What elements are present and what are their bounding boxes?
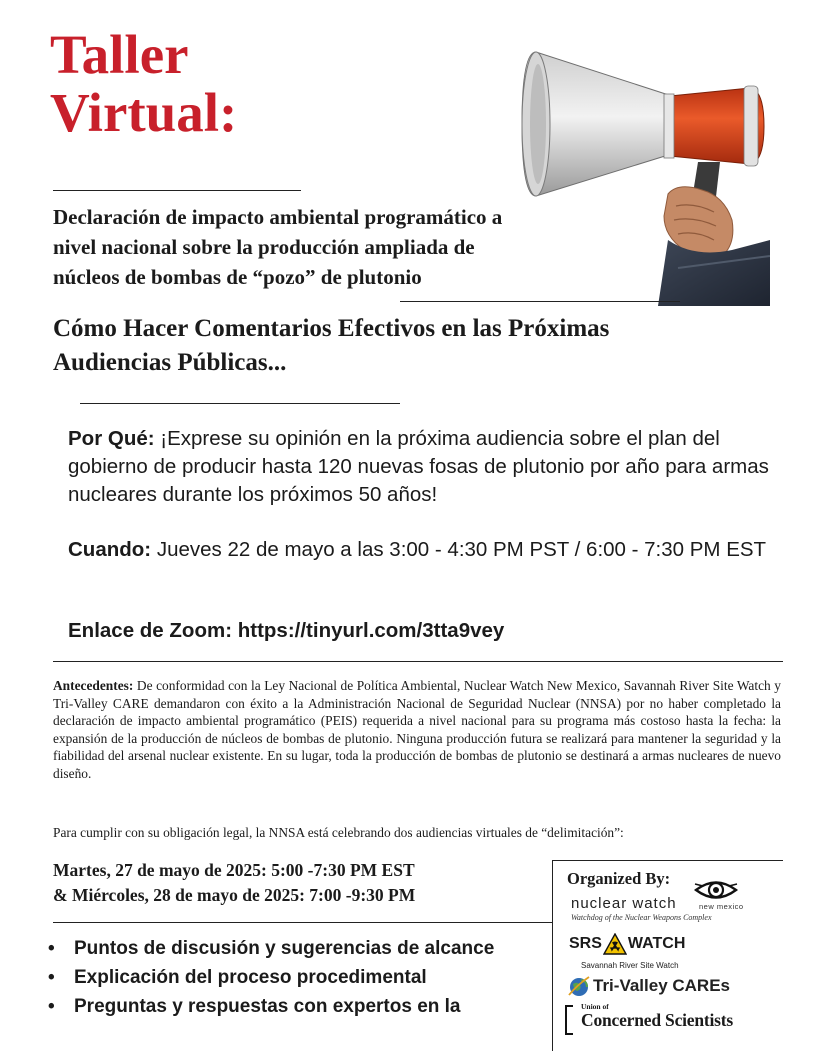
divider-4: [53, 661, 783, 662]
srs-watch-logo: [569, 933, 685, 955]
section-heading-line-1: Cómo Hacer Comentarios Efectivos en las Próximas: [53, 315, 610, 342]
subtitle-line-2: nivel nacional sobre la producción ampliada de: [53, 235, 475, 259]
subtitle: [53, 202, 653, 292]
section-heading: [53, 312, 773, 380]
por-que-label: Por Qué:: [68, 427, 155, 450]
ucs-logo: [565, 1003, 775, 1035]
agenda-list: [48, 934, 494, 1021]
organizers-label: Organized By:: [567, 869, 671, 888]
title-line-2: Virtual:: [50, 82, 238, 143]
cuando-label: Cuando:: [68, 538, 152, 561]
cuando-paragraph: [68, 536, 788, 564]
nuclear-watch-name: nuclear watch: [571, 895, 677, 912]
por-que-text: ¡Exprese su opinión en la próxima audiencia sobre el plan del gobierno de producir hasta 120 nuevas fosas de plutonio por año para armas nucleares durante los próximos 50 años!: [68, 427, 769, 506]
radiation-icon: [603, 933, 627, 955]
hearing-dates: [53, 858, 415, 908]
ucs-bracket: [565, 1005, 573, 1035]
list-item: • Preguntas y respuestas con expertos en la: [48, 992, 494, 1021]
divider-3: [80, 403, 400, 404]
organizers-box: [552, 860, 783, 1051]
nuclear-watch-sub: new mexico: [699, 902, 744, 911]
zoom-paragraph: [68, 617, 788, 645]
subtitle-line-3: núcleos de bombas de “pozo” de plutonio: [53, 265, 422, 289]
globe-icon: [567, 975, 591, 997]
tri-valley-cares-logo: Tri-Valley CAREs: [593, 976, 731, 995]
background-paragraph: [53, 677, 781, 782]
hearing-date-1: Martes, 27 de mayo de 2025: 5:00 -7:30 PM EST: [53, 860, 415, 880]
divider-1: [53, 190, 301, 191]
cuando-text: Jueves 22 de mayo a las 3:00 - 4:30 PM PST / 6:00 - 7:30 PM EST: [156, 538, 767, 561]
background-label: Antecedentes:: [53, 678, 134, 693]
divider-2: [400, 301, 680, 302]
ucs-big-text: Concerned Scientists: [581, 1010, 734, 1030]
ucs-small-text: Union of: [581, 1002, 609, 1011]
srs-watch-sub: Savannah River Site Watch: [581, 961, 679, 970]
divider-5: [53, 922, 552, 923]
nuclear-watch-tagline: Watchdog of the Nuclear Weapons Complex: [571, 913, 712, 922]
section-heading-line-2: Audiencias Públicas...: [53, 349, 287, 376]
por-que-paragraph: [68, 425, 788, 509]
purpose-text: Para cumplir con su obligación legal, la NNSA está celebrando dos audiencias virtuales de “delimitación”:: [53, 825, 624, 840]
hearing-date-2: & Miércoles, 28 de mayo de 2025: 7:00 -9:30 PM: [53, 885, 416, 905]
eye-icon: [693, 877, 739, 903]
subtitle-line-1: Declaración de impacto ambiental programático a: [53, 205, 503, 229]
list-item: • Explicación del proceso procedimental: [48, 963, 494, 992]
srs-watch-left: SRS: [569, 935, 602, 952]
list-item: • Puntos de discusión y sugerencias de alcance: [48, 934, 494, 963]
title-line-1: Taller: [50, 24, 189, 85]
zoom-label: Enlace de Zoom:: [68, 619, 233, 642]
srs-watch-right: WATCH: [627, 935, 686, 952]
background-text: De conformidad con la Ley Nacional de Política Ambiental, Nuclear Watch New Mexico, Savannah River Site Watch y Tri-Valley CARE demandaron con éxito a la Administración Nacional de Seguridad Nuclear (NNSA) por no haber completado la declaración de impacto ambiental programático (PEIS) requerida a nivel nacional para su programa más costoso hasta la fecha: la expansión de la producción de núcleos de bombas de plutonio. Ninguna producción futura se realizará para mantener la seguridad y la fiabilidad del arsenal nuclear existente. En su lugar, toda la producción de bombas de plutonio se destinará a armas nucleares de nuevo diseño.: [53, 678, 781, 781]
page-title: [50, 26, 237, 142]
zoom-link[interactable]: https://tinyurl.com/3tta9vey: [237, 619, 505, 642]
